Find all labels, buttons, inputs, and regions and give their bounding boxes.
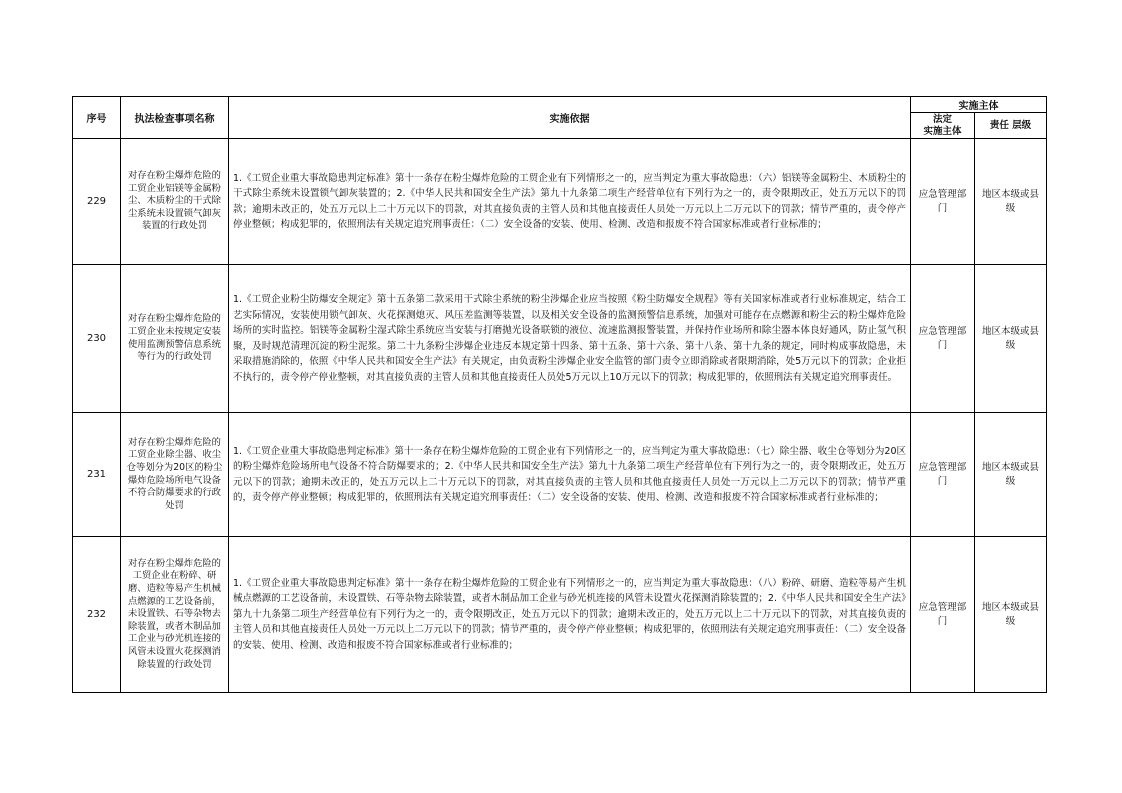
- header-level: 责任 层级: [975, 113, 1047, 139]
- row-no: 230: [73, 265, 121, 413]
- row-item-name: 对存在粉尘爆炸危险的工贸企业铝镁等金属粉尘、木质粉尘的干式除尘系统未设置锁气卸灰装置的行政处罚: [121, 139, 229, 265]
- header-no: 序号: [73, 97, 121, 139]
- row-item-name: 对存在粉尘爆炸危险的工贸企业除尘器、收尘仓等划分为20区的粉尘爆炸危险场所电气设备不符合防爆要求的行政处罚: [121, 413, 229, 537]
- row-level: 地区本级或县级: [975, 265, 1047, 413]
- row-level: 地区本级或县级: [975, 413, 1047, 537]
- table-row: [73, 139, 1047, 265]
- row-basis: 1.《工贸企业重大事故隐患判定标准》第十一条存在粉尘爆炸危险的工贸企业有下列情形之一的，应当判定为重大事故隐患：（八）粉碎、研磨、造粒等易产生机械点燃源的工艺设备前，未设置铁、石等杂物去除装置，或者木制品加工企业与砂光机连接的风管未设置火花探测消除装置的；2.《中华人民共和国安全生产法》第九十九条第二项生产经营单位有下列行为之一的，责令限期改正，处五万元以下的罚款；逾期未改正的，处五万元以上二十万元以下的罚款，对其直接负责的主管人员和其他直接责任人员处一万元以上二万元以下的罚款；情节严重的，责令停产停业整顿；构成犯罪的，依照刑法有关规定追究刑事责任：（二）安全设备的安装、使用、检测、改造和报废不符合国家标准或者行业标准的；: [229, 537, 911, 693]
- row-department: 应急管理部门: [911, 265, 975, 413]
- row-department: 应急管理部门: [911, 413, 975, 537]
- row-no: 229: [73, 139, 121, 265]
- table-row: [73, 265, 1047, 413]
- row-basis: 1.《工贸企业重大事故隐患判定标准》第十一条存在粉尘爆炸危险的工贸企业有下列情形之一的，应当判定为重大事故隐患：（七）除尘器、收尘仓等划分为20区的粉尘爆炸危险场所电气设备不符合防爆要求的；2.《中华人民共和国安全生产法》第九十九条第二项生产经营单位有下列行为之一的，责令限期改正，处五万元以下的罚款；逾期未改正的，处五万元以上二十万元以下的罚款，对其直接负责的主管人员和其他直接责任人员处一万元以上二万元以下的罚款；情节严重的，责令停产停业整顿；构成犯罪的，依照刑法有关规定追究刑事责任：（二）安全设备的安装、使用、检测、改造和报废不符合国家标准或者行业标准的；: [229, 413, 911, 537]
- row-no: 231: [73, 413, 121, 537]
- row-level: 地区本级或县级: [975, 537, 1047, 693]
- header-legal-subject: 法定 实施主体: [911, 113, 975, 139]
- row-department: 应急管理部门: [911, 537, 975, 693]
- table-row: [73, 413, 1047, 537]
- table-row: [73, 537, 1047, 693]
- header-basis: 实施依据: [229, 97, 911, 139]
- header-subject: 实施主体: [911, 97, 1047, 113]
- row-department: 应急管理部门: [911, 139, 975, 265]
- row-basis: 1.《工贸企业粉尘防爆安全规定》第十五条第二款采用干式除尘系统的粉尘涉爆企业应当按照《粉尘防爆安全规程》等有关国家标准或者行业标准规定，结合工艺实际情况，安装使用锁气卸灰、火花探测熄灭、风压差监测等装置，以及相关安全设备的监测预警信息系统，加强对可能存在点燃源和粉尘云的粉尘爆炸危险场所的实时监控。铝镁等金属粉尘湿式除尘系统应当安装与打磨抛光设备联锁的液位、流速监测报警装置，并保持作业场所和除尘器本体良好通风，防止氢气积聚，及时规范清理沉淀的粉尘泥浆。第二十九条粉尘涉爆企业违反本规定第十四条、第十五条、第十六条、第十八条、第十九条的规定，同时构成事故隐患，未采取措施消除的，依照《中华人民共和国安全生产法》有关规定，由负责粉尘涉爆企业安全监管的部门责令立即消除或者限期消除，处5万元以下的罚款；企业拒不执行的，责令停产停业整顿，对其直接负责的主管人员和其他直接责任人员处5万元以上10万元以下的罚款；构成犯罪的，依照刑法有关规定追究刑事责任。: [229, 265, 911, 413]
- row-item-name: 对存在粉尘爆炸危险的工贸企业在粉碎、研磨、造粒等易产生机械点燃源的工艺设备前，未设置铁、石等杂物去除装置，或者木制品加工企业与砂光机连接的风管未设置火花探测消除装置的行政处罚: [121, 537, 229, 693]
- row-basis: 1.《工贸企业重大事故隐患判定标准》第十一条存在粉尘爆炸危险的工贸企业有下列情形之一的，应当判定为重大事故隐患：（六）铝镁等金属粉尘、木质粉尘的干式除尘系统未设置锁气卸灰装置的；2.《中华人民共和国安全生产法》第九十九条第二项生产经营单位有下列行为之一的，责令限期改正，处五万元以下的罚款；逾期未改正的，处五万元以上二十万元以下的罚款，对其直接负责的主管人员和其他直接责任人员处一万元以上二万元以下的罚款；情节严重的，责令停产停业整顿；构成犯罪的，依照刑法有关规定追究刑事责任：（二）安全设备的安装、使用、检测、改造和报废不符合国家标准或者行业标准的；: [229, 139, 911, 265]
- enforcement-table: [72, 96, 1047, 693]
- header-name: 执法检查事项名称: [121, 97, 229, 139]
- row-item-name: 对存在粉尘爆炸危险的工贸企业未按规定安装使用监测预警信息系统等行为的行政处罚: [121, 265, 229, 413]
- row-no: 232: [73, 537, 121, 693]
- row-level: 地区本级或县级: [975, 139, 1047, 265]
